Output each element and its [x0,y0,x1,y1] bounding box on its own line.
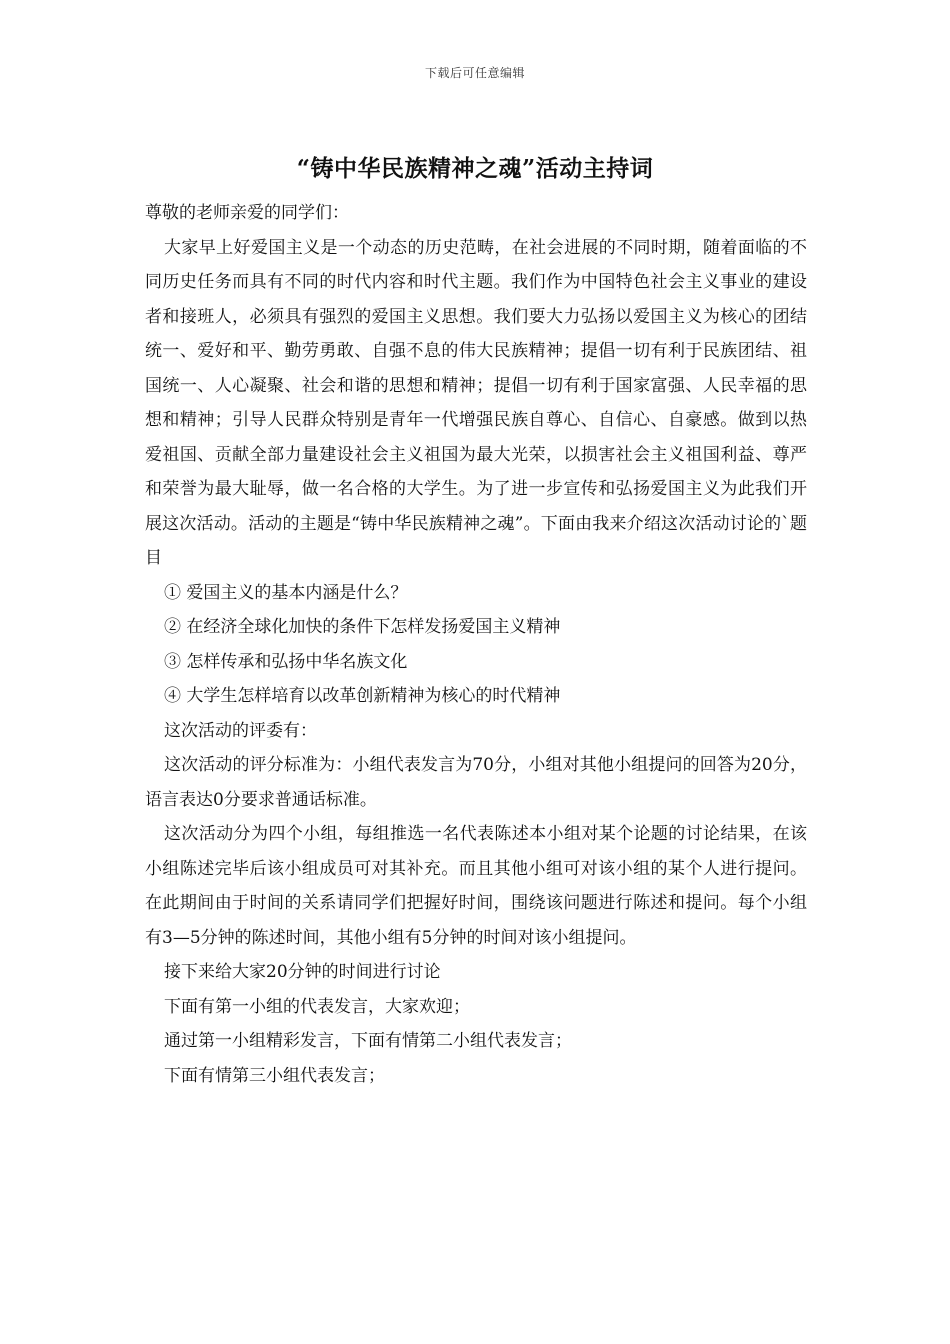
scoring-paragraph: 这次活动的评分标准为：小组代表发言为70分，小组对其他小组提问的回答为20分，语言表达0分要求普通话标准。 [145,755,807,810]
document-body [145,196,807,1093]
discussion-line: 接下来给大家20分钟的时间进行讨论 [164,962,441,982]
topic-item-4: ④ 大学生怎样培育以改革创新精神为核心的时代精神 [164,686,561,706]
document-title: “铸中华民族精神之魂”活动主持词 [296,155,654,182]
speaker-line-1: 下面有第一小组的代表发言，大家欢迎； [164,996,470,1017]
format-paragraph: 这次活动分为四个小组，每组推选一名代表陈述本小组对某个论题的讨论结果，在该小组陈述完毕后该小组成员可对其补充。而且其他小组可对该小组的某个人进行提问。在此期间由于时间的关系请同学们把握好时间，围绕该问题进行陈述和提问。每个小组有3—5分钟的陈述时间，其他小组有5分钟的时间对该小组提问。 [145,824,807,948]
speaker-line-2: 通过第一小组精彩发言，下面有情第二小组代表发言； [164,1031,572,1051]
page-header-note: 下载后可任意编辑 [424,66,525,80]
topic-item-2: ② 在经济全球化加快的条件下怎样发扬爱国主义精神 [164,617,561,637]
speaker-line-3: 下面有情第三小组代表发言； [164,1065,385,1086]
judges-line: 这次活动的评委有： [164,720,317,741]
salutation: 尊敬的老师亲爱的同学们： [145,203,349,223]
topic-item-3: ③ 怎样传承和弘扬中华名族文化 [164,651,408,672]
topic-item-1: ① 爱国主义的基本内涵是什么？ [164,582,408,603]
intro-paragraph: 大家早上好爱国主义是一个动态的历史范畴，在社会进展的不同时期，随着面临的不同历史任务而具有不同的时代内容和时代主题。我们作为中国特色社会主义事业的建设者和接班人，必须具有强烈的爱国主义思想。我们要大力弘扬以爱国主义为核心的团结统一、爱好和平、勤劳勇敢、自强不息的伟大民族精神；提倡一切有利于民族团结、祖国统一、人心凝聚、社会和谐的思想和精神；提倡一切有利于国家富强、人民幸福的思想和精神；引导人民群众特别是青年一代增强民族自尊心、自信心、自豪感。做到以热爱祖国、贡献全部力量建设社会主义祖国为最大光荣，以损害社会主义祖国利益、尊严和荣誉为最大耻辱，做一名合格的大学生。为了进一步宣传和弘扬爱国主义为此我们开展这次活动。活动的主题是“铸中华民族精神之魂”。下面由我来介绍这次活动讨论的`题目 [145,237,807,568]
